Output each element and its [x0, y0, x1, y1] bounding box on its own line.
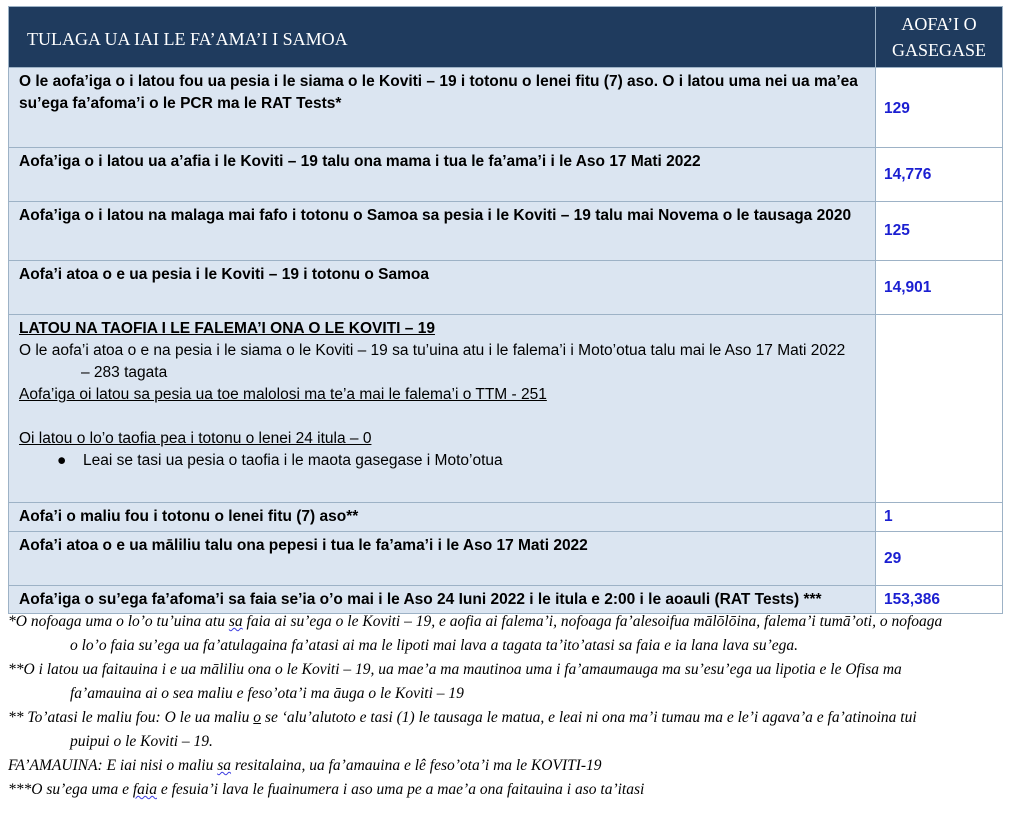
footnote-4: [8, 754, 1002, 778]
count-column-header: [876, 7, 1003, 68]
table-row: [9, 68, 1003, 148]
row-value-affected: 14,776: [876, 148, 1003, 202]
table-row: [9, 261, 1003, 315]
footnote-5-faia: faia: [132, 781, 157, 798]
hospital-line-3: Oi latou o lo’o taofia pea i totonu o lenei 24 itula – 0: [19, 430, 372, 447]
footnote-2: **O i latou ua faitauina i e ua māliliu ona o le Koviti – 19, ua mae’a ma mautinoa uma i fa’amaumauga ma su’esu’ega ua lipotia e le Ofisa ma: [8, 661, 902, 678]
footnote-3-part-a: ** To’atasi le maliu fou: O le ua maliu: [8, 709, 254, 726]
footnote-5: [8, 778, 1002, 802]
row-value-tests: 153,386: [876, 586, 1003, 614]
footnote-4-part-b: resitalaina, ua fa’amauina e lê feso’ota’i ma le KOVITI-19: [231, 757, 602, 774]
row-value-total-deaths: 29: [876, 532, 1003, 586]
footnote-3-o: o: [253, 709, 262, 726]
hospital-heading: LATOU NA TAOFIA I LE FALEMA’I ONA O LE KOVITI – 19: [19, 320, 435, 337]
hospital-line-1-cont: – 283 tagata: [81, 364, 168, 381]
row-label-new-deaths: Aofa’i o maliu fou i totonu o lenei fitu (7) aso**: [9, 503, 876, 532]
count-header-line1: AOFA’I O: [901, 14, 977, 34]
row-value-new-deaths: 1: [876, 503, 1003, 532]
footnote-3-part-b: se ‘alu’alutoto e tasi (1) le tausaga le matua, e leai ni ona ma’i tumau ma e le’i agava’a e fa’atinoina tui: [261, 709, 917, 726]
row-label-travellers: Aofa’iga o i latou na malaga mai fafo i totonu o Samoa sa pesia i le Koviti – 19 talu mai Novema o le tausaga 2020: [9, 202, 876, 261]
footnote-3: [8, 706, 1002, 730]
row-value-total-cases: 14,901: [876, 261, 1003, 315]
footnote-5-part-a: ***O su’ega uma e: [8, 781, 133, 798]
table-title: TULAGA UA IAI LE FA’AMA’I I SAMOA: [9, 7, 876, 68]
footnote-1-cont: o lo’o faia su’ega ua fa’atulagaina fa’atasi ai ma le lipoti mai lava a tagata ta’ito’atasi sa faia e ia lana lava su’ega.: [70, 637, 799, 654]
hospital-bullet: [19, 450, 869, 472]
footnote-3-cont: puipui o le Koviti – 19.: [70, 733, 213, 750]
row-label-affected: Aofa’iga o i latou ua a’afia i le Koviti – 19 talu ona mama i tua le fa’ama’i i le Aso 17 Mati 2022: [9, 148, 876, 202]
footnote-1-part-a: *O nofoaga uma o lo’o tu’uina atu: [8, 613, 229, 630]
footnote-4-part-a: FA’AMAUINA: E iai nisi o maliu: [8, 757, 218, 774]
table-row: [9, 148, 1003, 202]
hospital-section-row: [9, 315, 1003, 503]
footnote-5-part-b: e fesuia’i lava le fuainumera i aso uma pe a mae’a ona faitauina i aso ta’itasi: [156, 781, 645, 798]
footnote-2-cont: fa’amauina ai o sea maliu e feso’ota’i ma āuga o le Koviti – 19: [70, 685, 464, 702]
row-value-travellers: 125: [876, 202, 1003, 261]
hospital-value-empty: [876, 315, 1003, 503]
row-label-total-deaths: Aofa’i atoa o e ua māliliu talu ona pepesi i tua le fa’ama’i i le Aso 17 Mati 2022: [9, 532, 876, 586]
hospital-line-1: O le aofa’i atoa o e na pesia i le siama o le Koviti – 19 sa tu’uina atu i le falema’i i Moto’otua talu mai le Aso 17 Mati 2022: [19, 342, 846, 359]
footnotes: [8, 610, 1002, 802]
row-label-new-cases: O le aofa’iga o i latou fou ua pesia i le siama o le Koviti – 19 i totonu o lenei fitu (7) aso. O i latou uma nei ua ma’ea su’ega fa’afoma’i o le PCR ma le RAT Tests*: [9, 68, 876, 148]
footnote-1: [8, 610, 1002, 634]
table-row: [9, 532, 1003, 586]
bullet-dot-icon: ●: [57, 452, 67, 469]
table-row: [9, 503, 1003, 532]
table-row: [9, 202, 1003, 261]
table-header-row: [9, 7, 1003, 68]
hospital-line-2: Aofa’iga oi latou sa pesia ua toe malolosi ma te’a mai le falema’i o TTM - 251: [19, 386, 547, 403]
row-label-tests: Aofa’iga o su’ega fa’afoma’i sa faia se’ia o’o mai i le Aso 24 Iuni 2022 i le itula e 2:00 i le aoauli (RAT Tests) ***: [9, 586, 876, 614]
hospital-section: [9, 315, 876, 503]
footnote-4-sa: sa: [217, 757, 232, 774]
footnote-1-part-b: faia ai su’ega o le Koviti – 19, e aofia ai falema’i, nofoaga fa’alesoifua mālōlōina, falema’i tumā’oti, o nofoaga: [242, 613, 943, 630]
footnote-1-sa: sa: [228, 613, 243, 630]
row-value-new-cases: 129: [876, 68, 1003, 148]
row-label-total-cases: Aofa’i atoa o e ua pesia i le Koviti – 19 i totonu o Samoa: [9, 261, 876, 315]
hospital-bullet-text: Leai se tasi ua pesia o taofia i le maota gasegase i Moto’otua: [83, 452, 503, 469]
status-table: [8, 6, 1003, 614]
count-header-line2: GASEGASE: [891, 40, 986, 60]
